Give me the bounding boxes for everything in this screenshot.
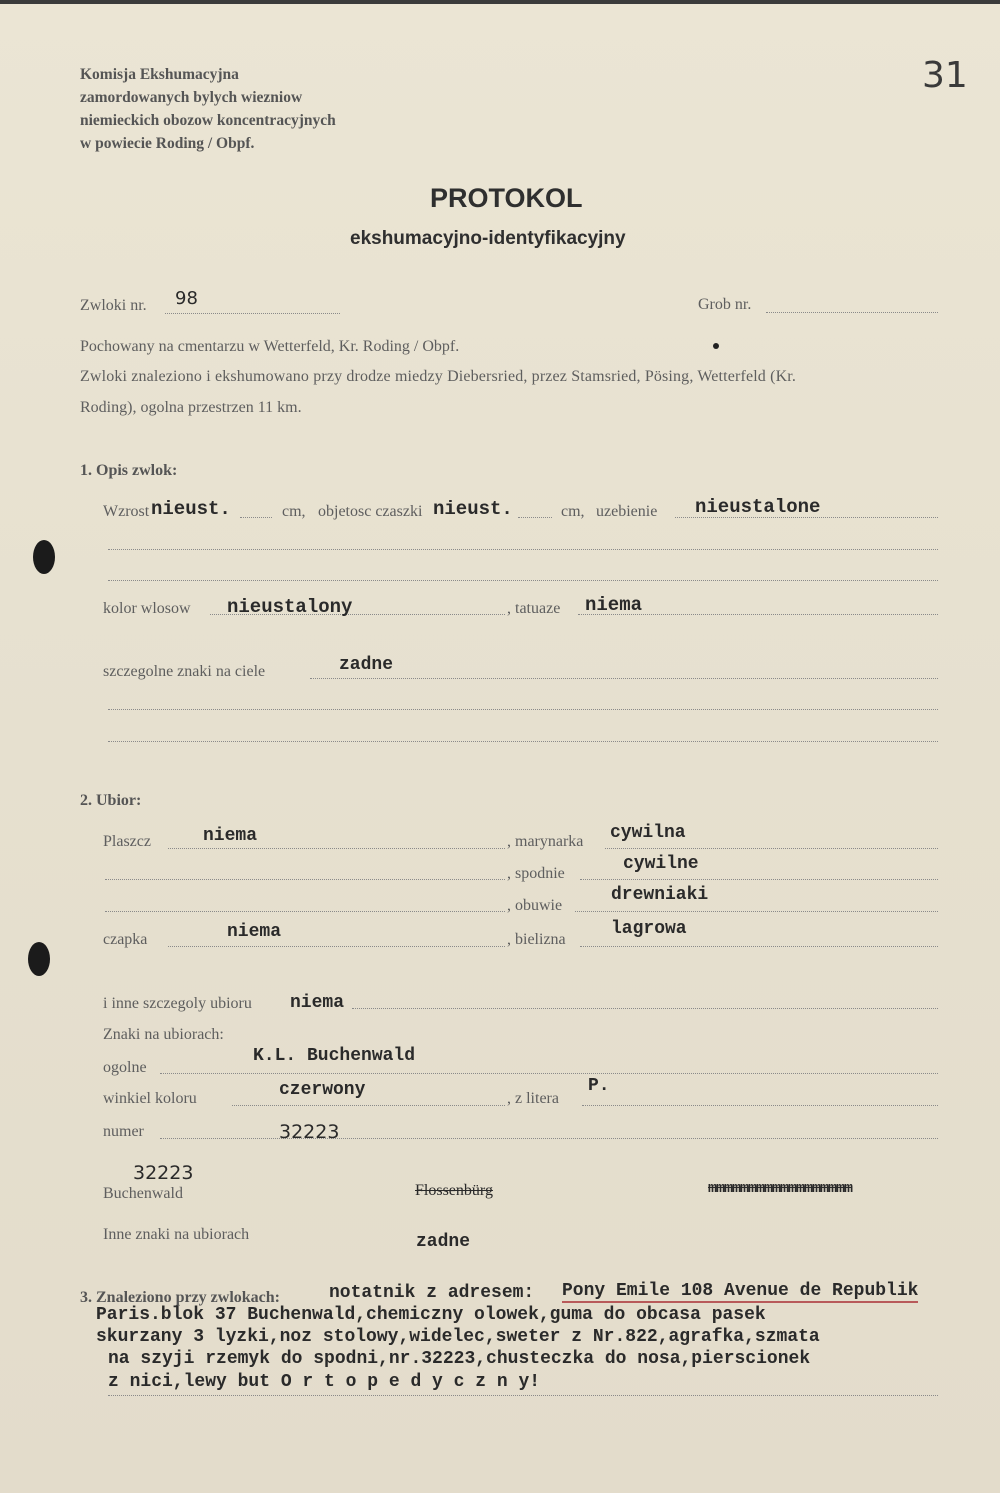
found-items-line-3: skurzany 3 lyzki,noz stolowy,widelec,sweter z Nr.822,agrafka,szmata: [96, 1327, 820, 1347]
found-items-line-5: z nici,lewy but O r t o p e d y c z n y!: [108, 1372, 541, 1392]
other-clothing-marks-value: zadne: [416, 1232, 471, 1252]
cm-label-2: cm,: [561, 503, 585, 520]
jacket-value: cywilna: [610, 823, 686, 843]
blank-line-5: [105, 879, 505, 880]
shoes-value: drewniaki: [611, 885, 709, 905]
section-1-heading: 1. Opis zwlok:: [80, 462, 178, 479]
section-2-heading: 2. Ubior:: [80, 792, 142, 809]
blank-line-1: [108, 549, 938, 550]
cm-label-1: cm,: [282, 503, 306, 520]
document-title: PROTOKOL: [430, 183, 583, 213]
height-line: [240, 517, 272, 518]
skull-value: nieust.: [433, 498, 513, 520]
blank-line-4: [108, 741, 938, 742]
buchenwald-number: 32223: [133, 1162, 194, 1184]
height-value: nieust.: [151, 498, 231, 520]
found-items-line-4: na szyji rzemyk do spodni,nr.32223,chusteczka do nosa,pierscionek: [108, 1349, 811, 1369]
teeth-label: uzebienie: [596, 503, 658, 520]
letter-line: [582, 1105, 938, 1106]
teeth-value: nieustalone: [695, 496, 821, 518]
shoes-label: , obuwie: [507, 897, 563, 914]
header-line-4: w powiecie Roding / Obpf.: [80, 135, 255, 152]
other-clothing-label: i inne szczegoly ubioru: [103, 995, 252, 1012]
shoes-line: [575, 911, 938, 912]
jacket-line: [605, 848, 938, 849]
letter-label: , z litera: [507, 1090, 559, 1107]
underwear-value: lagrowa: [611, 919, 687, 939]
scan-edge: [0, 0, 1000, 4]
number-line: [160, 1138, 938, 1139]
jacket-label: , marynarka: [507, 833, 584, 850]
header-line-1: Komisja Ekshumacyjna: [80, 66, 239, 83]
other-clothing-marks-label: Inne znaki na ubiorach: [103, 1226, 250, 1243]
ink-dot: [713, 343, 719, 349]
coat-value: niema: [203, 826, 258, 846]
skull-line: [518, 517, 552, 518]
punch-hole-top: [33, 540, 55, 574]
blank-line-6: [105, 911, 505, 912]
hair-color-label: kolor wlosow: [103, 600, 191, 617]
commission-header: [80, 63, 336, 155]
underwear-line: [580, 946, 938, 947]
found-location-line-2: Roding), ogolna przestrzen 11 km.: [80, 399, 302, 416]
triangle-color-label: winkiel koloru: [103, 1090, 197, 1107]
page-number: 31: [922, 55, 968, 96]
other-clothing-line: [352, 1008, 938, 1009]
triangle-color-line: [232, 1105, 505, 1106]
punch-hole-bottom: [28, 942, 50, 976]
body-marks-line: [310, 678, 938, 679]
general-marks-label: ogolne: [103, 1059, 147, 1076]
zwloki-line: [165, 313, 340, 314]
skull-label: objetosc czaszki: [318, 503, 423, 520]
letter-value: P.: [588, 1076, 610, 1096]
trousers-line: [580, 879, 938, 880]
found-location-line-1: Zwloki znaleziono i ekshumowano przy drodze miedzy Diebersried, przez Stamsried, Pösing, Wetterfeld (Kr.: [80, 368, 797, 385]
burial-place: Pochowany na cmentarzu w Wetterfeld, Kr. Roding / Obpf.: [80, 338, 460, 355]
found-items-line-1a: notatnik z adresem:: [329, 1283, 535, 1303]
header-line-3: niemieckich obozow koncentracyjnych: [80, 112, 336, 129]
flossenburg-struck: Flossenbürg: [415, 1182, 493, 1199]
tattoo-value: niema: [585, 594, 643, 616]
blank-line-2: [108, 580, 938, 581]
zwloki-value: 98: [175, 288, 198, 309]
found-items-rule-1: [108, 1395, 938, 1396]
underwear-label: , bielizna: [507, 931, 566, 948]
other-clothing-value: niema: [290, 993, 345, 1013]
trousers-value: cywilne: [623, 854, 699, 874]
grob-line: [766, 312, 938, 313]
zwloki-label: Zwloki nr.: [80, 297, 147, 314]
triangle-color-value: czerwony: [279, 1080, 366, 1100]
number-value: 32223: [279, 1121, 340, 1143]
cap-value: niema: [227, 922, 282, 942]
section-3-label: 3. Znaleziono przy zwlokach:: [80, 1289, 280, 1306]
height-label: Wzrost: [103, 503, 150, 520]
found-items-line-1b: Pony Emile 108 Avenue de Republik: [562, 1281, 919, 1301]
header-line-2: zamordowanych bylych wiezniow: [80, 89, 303, 106]
struck-text-right: mmmmmmmmmmmmmmmmmm: [708, 1180, 853, 1197]
found-items-line-2: Paris.blok 37 Buchenwald,chemiczny olowek,guma do obcasa pasek: [96, 1305, 766, 1325]
document-subtitle: ekshumacyjno-identyfikacyjny: [350, 228, 626, 249]
buchenwald-label: Buchenwald: [103, 1185, 183, 1202]
blank-line-3: [108, 709, 938, 710]
cap-label: czapka: [103, 931, 148, 948]
grob-label: Grob nr.: [698, 296, 752, 313]
trousers-label: , spodnie: [507, 865, 565, 882]
coat-line: [168, 848, 505, 849]
number-label: numer: [103, 1123, 144, 1140]
cap-line: [168, 946, 505, 947]
general-marks-value: K.L. Buchenwald: [253, 1046, 416, 1066]
body-marks-value: zadne: [339, 655, 394, 675]
coat-label: Plaszcz: [103, 833, 151, 850]
body-marks-label: szczegolne znaki na ciele: [103, 663, 266, 680]
clothing-marks-heading: Znaki na ubiorach:: [103, 1026, 224, 1043]
hair-color-value: nieustalony: [227, 596, 353, 618]
general-marks-line: [160, 1073, 938, 1074]
tattoo-label: , tatuaze: [507, 600, 561, 617]
